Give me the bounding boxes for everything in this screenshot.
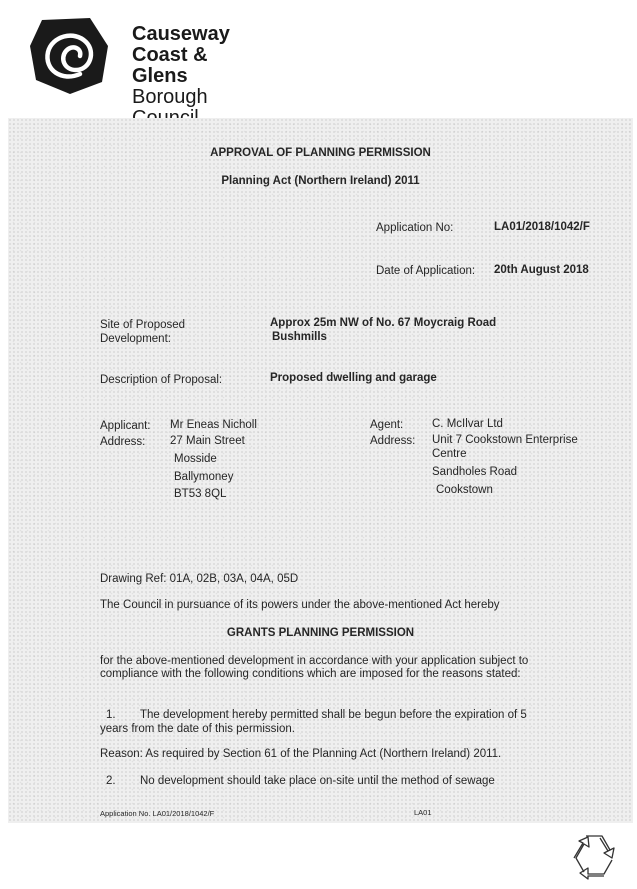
agent-label: Agent: [370,419,404,431]
applicant-address-line: 27 Main Street [170,435,245,447]
application-no-value: LA01/2018/1042/F [494,221,590,233]
document-title: APPROVAL OF PLANNING PERMISSION [210,147,431,159]
act-title: Planning Act (Northern Ireland) 2011 [221,175,420,187]
condition-1-line-1: The development hereby permitted shall be begun before the expiration of 5 [140,709,527,721]
footer-application-no: Application No. LA01/2018/1042/F [100,809,215,818]
site-label-1: Site of Proposed [100,319,186,331]
condition-1-number: 1. [106,709,116,721]
agent-address-line: Centre [432,448,467,460]
agent-address-label: Address: [370,435,416,447]
condition-1-line-2: years from the date of this permission. [100,723,295,735]
date-value: 20th August 2018 [494,264,589,276]
applicant-address-line: Mosside [174,453,217,465]
spiral-logo-icon [28,16,110,94]
agent-address-line: Cookstown [436,484,493,496]
applicant-address-label: Address: [100,436,146,448]
council-name [132,24,268,129]
footer-code: LA01 [414,808,432,817]
site-line-2: Bushmills [272,331,327,343]
council-logo [28,16,268,108]
applicant-address-line: Ballymoney [174,471,234,483]
application-no-label: Application No: [376,222,454,234]
agent-address-line: Sandholes Road [432,466,518,478]
logo-line-3: Borough [132,86,208,108]
recycle-icon [566,830,622,880]
description-label: Description of Proposal: [100,374,223,386]
logo-line-1: Causeway [132,23,230,45]
applicant-label: Applicant: [100,420,151,432]
logo-line-2: Coast & Glens [132,44,208,87]
date-label: Date of Application: [376,265,476,277]
site-label-2: Development: [100,333,171,345]
pursuance-text: The Council in pursuance of its powers under the above-mentioned Act hereby [100,599,500,611]
description-value: Proposed dwelling and garage [270,372,437,384]
scanned-permission-document [8,118,633,823]
site-line-1: Approx 25m NW of No. 67 Moycraig Road [270,317,497,329]
grants-heading: GRANTS PLANNING PERMISSION [226,627,415,639]
applicant-address-line: BT53 8QL [174,488,227,500]
reason-1: Reason: As required by Section 61 of the Planning Act (Northern Ireland) 2011. [100,748,502,760]
condition-2-text: No development should take place on-site until the method of sewage [140,775,495,787]
agent-name: C. McIlvar Ltd [432,418,503,430]
drawing-ref: Drawing Ref: 01A, 02B, 03A, 04A, 05D [100,573,299,585]
applicant-name: Mr Eneas Nicholl [170,419,257,431]
conditions-intro: for the above-mentioned development in accordance with your application subject to compliance with the following conditions which are imposed for the reasons stated: [100,655,529,680]
condition-2-number: 2. [106,775,116,787]
agent-address-line: Unit 7 Cookstown Enterprise [432,434,578,446]
